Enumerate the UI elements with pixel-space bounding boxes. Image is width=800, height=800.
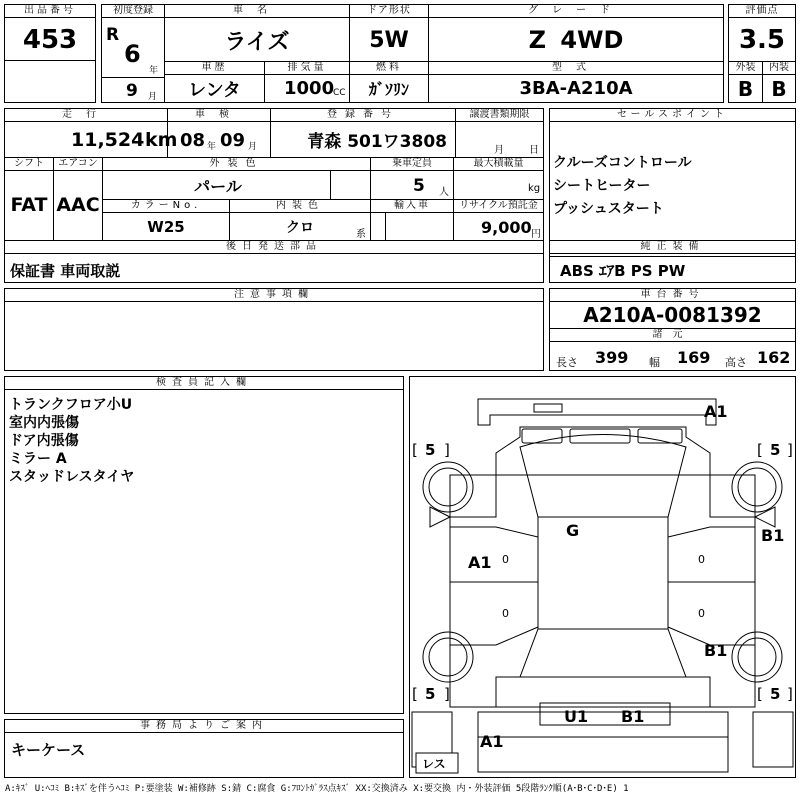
- shift: FAT: [10, 194, 48, 216]
- history-box: [164, 61, 265, 103]
- first-reg-divider: [102, 77, 164, 78]
- fuel-box: [349, 61, 429, 103]
- color-no-box: [102, 199, 230, 241]
- car-name-box: [164, 4, 350, 62]
- transfer-box: [455, 108, 544, 158]
- bracket-rr-open: [: [757, 685, 763, 703]
- mark-rear-left: U1: [564, 707, 589, 726]
- capacity-label: 乗車定員: [371, 158, 453, 171]
- front-bumper-shape: [478, 399, 716, 425]
- first-reg-year: 6: [124, 40, 141, 68]
- car-name: ライズ: [224, 29, 290, 55]
- tire-fr: 5: [770, 441, 781, 459]
- legend: A:ｷｽﾞ U:ﾍｺﾐ B:ｷｽﾞを伴うﾍｺﾐ P:要塗装 W:補修跡 S:錆 C:腐食 G:ﾌﾛﾝﾄｶﾞﾗｽ点ｷｽﾞ XX:交換済み X:要交換 内・外装評価 5段階ﾗﾝｸ順(A･B･C･D･E) 1: [5, 784, 629, 794]
- notes-box: [4, 288, 544, 371]
- insp-month-unit: 月: [248, 142, 258, 152]
- ext-grade: B: [737, 76, 754, 101]
- lot-no-box: [4, 4, 96, 61]
- import-divider: [385, 213, 386, 240]
- sales-point-1: クルーズコントロール: [553, 155, 692, 171]
- shift-label: シフト: [5, 158, 53, 171]
- res-label: レス: [422, 757, 446, 771]
- tire-rr: 5: [770, 685, 781, 703]
- plate-box: [270, 108, 456, 158]
- mark-right-rear: B1: [704, 641, 728, 660]
- zero-left-front: 0: [502, 553, 509, 566]
- ext-color-divider: [330, 171, 331, 199]
- right-mirror: [755, 507, 775, 527]
- fuel-label: 燃料: [350, 62, 428, 75]
- chassis-label: 車台番号: [550, 289, 795, 302]
- damage-diagram: [409, 376, 796, 778]
- tire-fr-shape: [732, 462, 782, 512]
- zero-right-rear: 0: [698, 607, 705, 620]
- later-parts: 保証書 車両取説: [10, 262, 121, 280]
- recycle-label: リサイクル預託金: [454, 200, 543, 213]
- spec-label: 諸元: [550, 328, 795, 342]
- right-doors: [668, 527, 755, 645]
- tire-rl-shape: [423, 632, 473, 682]
- shift-box: [4, 157, 54, 241]
- rear-glass: [520, 629, 686, 677]
- import-label: 輸入車: [371, 200, 453, 213]
- chassis-box: [549, 288, 796, 371]
- first-reg-month: 9: [126, 81, 138, 101]
- first-reg-label: 初度登録: [102, 5, 164, 18]
- int-color-box: [229, 199, 371, 241]
- ext-color-label: 外装色: [103, 158, 370, 171]
- chassis-no: A210A-0081392: [583, 303, 762, 327]
- width: 169: [677, 348, 711, 367]
- mileage-label: 走行: [5, 109, 167, 122]
- recycle-unit: 円: [531, 229, 541, 240]
- tire-rl: 5: [425, 685, 436, 703]
- length: 399: [595, 348, 629, 367]
- mileage: 11,524: [71, 129, 145, 151]
- bracket-fl-close: ]: [444, 441, 450, 459]
- windshield-shape: [520, 435, 686, 518]
- displacement-unit: CC: [333, 88, 346, 98]
- lot-no: 453: [22, 24, 78, 55]
- model-box: [428, 61, 724, 103]
- load-label: 最大積載量: [454, 158, 543, 171]
- recycle-box: [453, 199, 544, 241]
- tire-fl-shape: [423, 462, 473, 512]
- grade-box: [428, 4, 724, 62]
- later-parts-label: 後日発送部品: [5, 241, 543, 254]
- equipment-label: 純正装備: [550, 241, 795, 254]
- bracket-rl-open: [: [412, 685, 418, 703]
- zero-right-front: 0: [698, 553, 705, 566]
- mark-front-top: A1: [704, 402, 728, 421]
- mileage-box: [4, 108, 178, 158]
- sales-point-box: [549, 108, 796, 257]
- int-color-label: 内装色: [230, 200, 370, 213]
- displacement-label: 排気量: [265, 62, 349, 75]
- inspector-line-2: 室内内張傷: [9, 415, 79, 431]
- history-label: 車歴: [165, 62, 264, 75]
- grade: Z 4WD: [528, 26, 624, 54]
- car-diagram: [410, 377, 795, 777]
- door-label: ドア形状: [350, 5, 428, 18]
- transfer-day-unit: 日: [529, 145, 539, 156]
- left-mirror: [430, 507, 450, 527]
- import-box: [370, 199, 454, 241]
- ext-grade-box: [728, 61, 763, 103]
- inspection-label: 車検: [168, 109, 270, 122]
- inspector-box: [4, 376, 404, 714]
- zero-left-rear: 0: [502, 607, 509, 620]
- inspector-line-5: スタッドレスタイヤ: [9, 469, 135, 485]
- later-parts-box: [4, 240, 544, 283]
- mark-roof: G: [566, 521, 580, 540]
- rear-under: [478, 737, 728, 772]
- roof-shape: [538, 517, 668, 629]
- era: R: [106, 25, 120, 45]
- inspector-line-4: ミラー A: [9, 451, 67, 467]
- ext-color-box: [102, 157, 371, 200]
- int-grade-box: [762, 61, 796, 103]
- mileage-unit: km: [145, 129, 178, 151]
- history: レンタ: [188, 79, 241, 101]
- door-box: [349, 4, 429, 62]
- inspection-box: [167, 108, 271, 158]
- bracket-fl-open: [: [412, 441, 418, 459]
- width-label: 幅: [649, 356, 660, 369]
- car-name-label: 車名: [165, 5, 349, 18]
- lot-no-label: 出品番号: [5, 5, 95, 18]
- aircon-box: [53, 157, 103, 241]
- height: 162: [757, 348, 791, 367]
- model: 3BA-A210A: [519, 78, 633, 99]
- length-label: 長さ: [556, 356, 578, 369]
- transfer-label: 譲渡書類期限: [456, 109, 543, 122]
- year-unit: 年: [149, 66, 159, 76]
- plate: 青森 501ワ3808: [307, 132, 447, 152]
- inspector-line-3: ドア内張傷: [9, 433, 79, 449]
- office-box: [4, 719, 404, 778]
- bracket-rr-close: ]: [787, 685, 793, 703]
- bracket-rl-close: ]: [444, 685, 450, 703]
- mark-bumper-rear: A1: [480, 732, 504, 751]
- score-box: [728, 4, 796, 62]
- insp-year: 08: [180, 130, 206, 151]
- tire-fl: 5: [425, 441, 436, 459]
- int-color-unit: 系: [356, 229, 366, 240]
- aircon: AAC: [56, 194, 100, 216]
- aircon-label: エアコン: [54, 158, 102, 171]
- sales-label: セールスポイント: [550, 109, 795, 122]
- capacity: 5: [413, 176, 425, 196]
- month-unit: 月: [148, 92, 158, 102]
- equipment-box: [549, 240, 796, 283]
- ext-grade-label: 外装: [729, 62, 762, 75]
- ext-color: パール: [194, 176, 242, 196]
- sales-point-3: プッシュスタート: [553, 201, 664, 217]
- equipment: ABS ｴｱB PS PW: [560, 262, 686, 280]
- load-box: [453, 157, 544, 200]
- transfer-month-unit: 月: [494, 145, 504, 156]
- rear-plate-shape: [540, 703, 670, 725]
- sales-point-2: シートヒーター: [553, 178, 651, 194]
- capacity-box: [370, 157, 454, 200]
- mark-rear-right: B1: [621, 707, 645, 726]
- inspector-line-1: トランクフロア小U: [9, 397, 133, 413]
- model-label: 型式: [429, 62, 723, 75]
- office-label: 事務局よりご案内: [5, 720, 403, 733]
- int-grade: B: [771, 76, 787, 101]
- mark-left-door: A1: [468, 553, 492, 572]
- insp-year-unit: 年: [207, 142, 217, 152]
- door: 5W: [369, 27, 409, 53]
- recycle: 9,000: [481, 218, 532, 237]
- first-reg-box: [101, 4, 165, 103]
- office-note: キーケース: [11, 741, 86, 759]
- color-no: W25: [147, 217, 185, 236]
- int-grade-label: 内装: [763, 62, 795, 75]
- capacity-unit: 人: [439, 187, 449, 198]
- color-no-label: カラーNo.: [103, 200, 229, 213]
- notes-label: 注意事項欄: [5, 289, 543, 302]
- height-label: 高さ: [725, 356, 747, 369]
- fuel: ｶﾞｿﾘﾝ: [368, 80, 409, 99]
- plate-label: 登録番号: [271, 109, 455, 122]
- lot-no-blank: [4, 60, 96, 103]
- displacement: 1000: [284, 78, 335, 99]
- insp-month: 09: [220, 130, 246, 151]
- front-plate-shape: [534, 404, 562, 412]
- grade-label: グレード: [429, 5, 723, 18]
- left-doors: [450, 527, 538, 645]
- displacement-box: [264, 61, 350, 103]
- bracket-fr-close: ]: [787, 441, 793, 459]
- inspector-label: 検査員記入欄: [5, 377, 403, 390]
- score-label: 評価点: [729, 5, 795, 18]
- mark-right-front: B1: [761, 526, 785, 545]
- load-unit: kg: [528, 183, 541, 194]
- score: 3.5: [738, 25, 786, 55]
- tire-rr-shape: [732, 632, 782, 682]
- int-color: クロ: [286, 219, 314, 236]
- bracket-fr-open: [: [757, 441, 763, 459]
